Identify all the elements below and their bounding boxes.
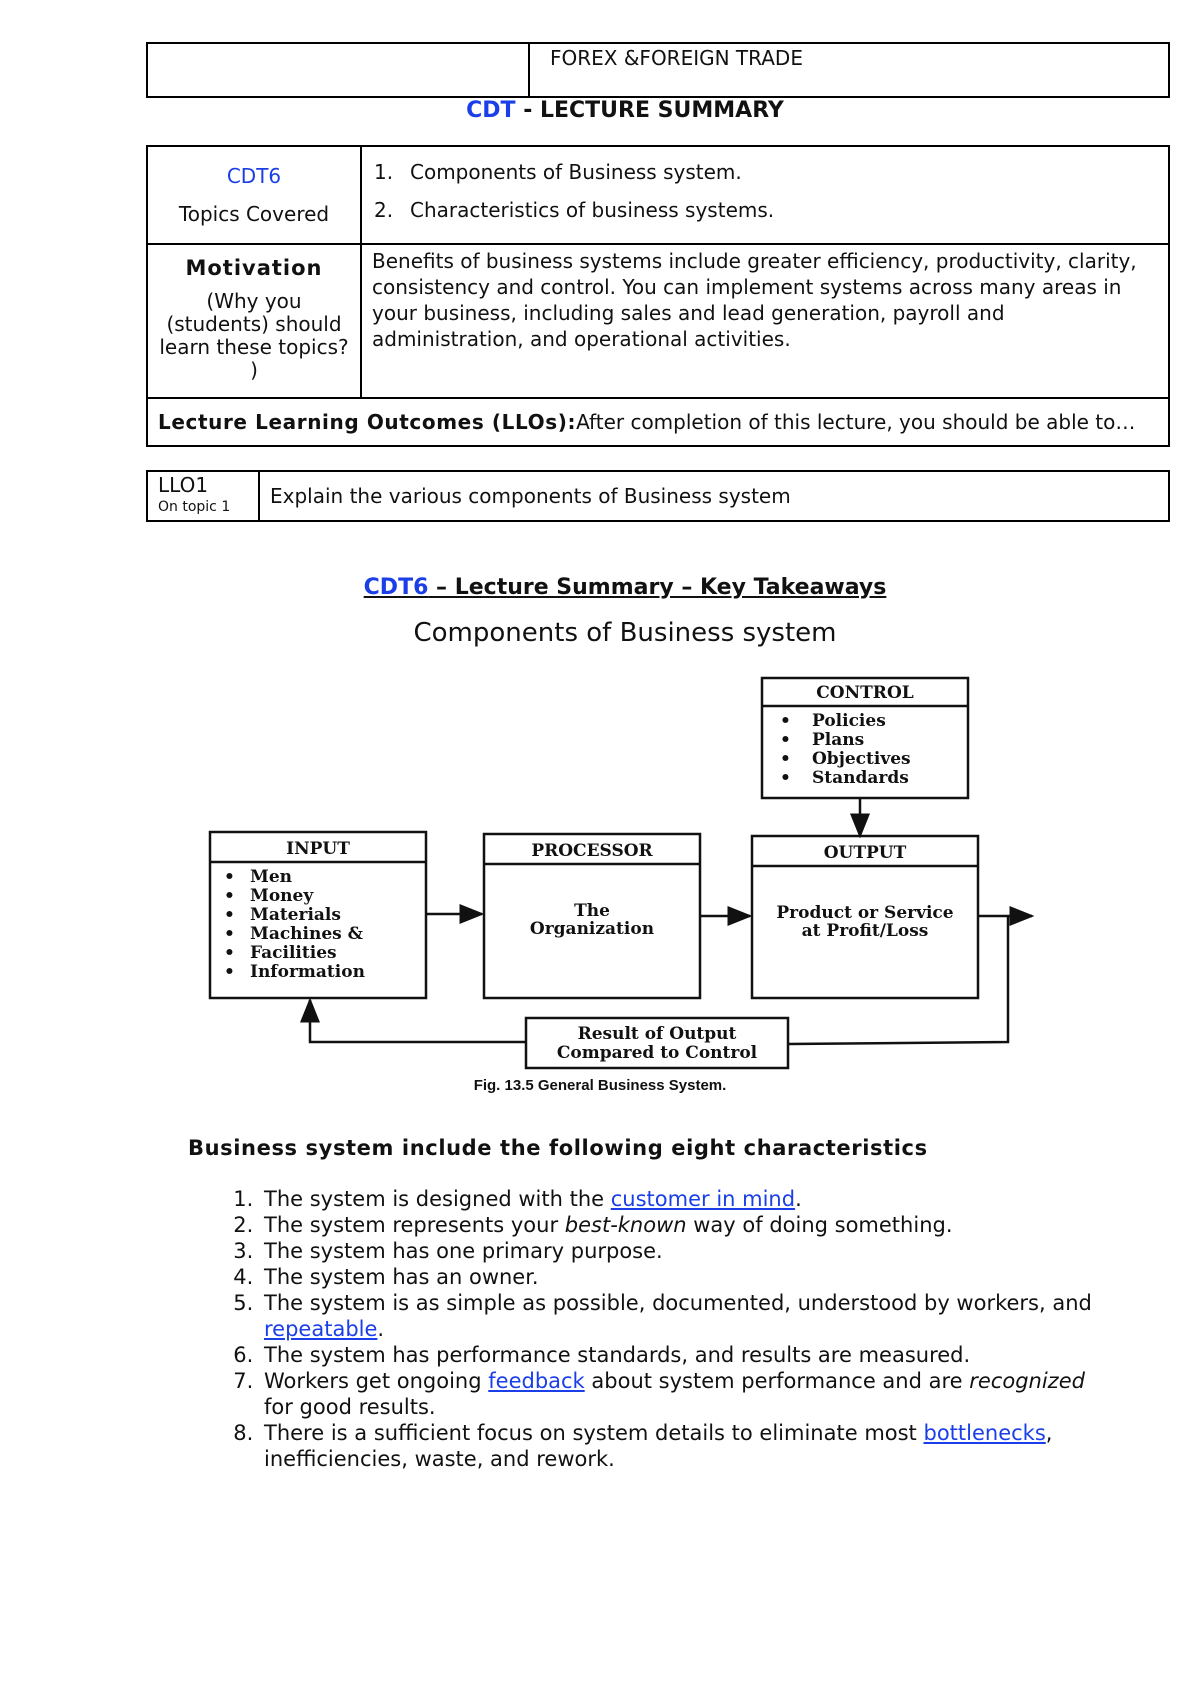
svg-text:•: • bbox=[780, 749, 791, 769]
list-item: 7. Workers get ongoing feedback about system performance and are recognized for good results. bbox=[260, 1368, 1120, 1420]
topic-code: CDT6 bbox=[226, 164, 282, 188]
input-item: Machines & bbox=[250, 924, 364, 944]
characteristics-heading: Business system include the following eight characteristics bbox=[188, 1136, 928, 1160]
header-left-cell bbox=[147, 43, 529, 97]
processor-body-line1: The bbox=[574, 901, 610, 921]
svg-text:•: • bbox=[224, 962, 235, 982]
list-item: 2. The system represents your best-known way of doing something. bbox=[260, 1212, 1120, 1238]
llo1-topic: On topic 1 bbox=[158, 499, 231, 515]
title-code: CDT bbox=[466, 98, 516, 123]
input-items bbox=[224, 867, 365, 982]
input-item: Men bbox=[250, 867, 292, 887]
customer-in-mind-link[interactable]: customer in mind bbox=[610, 1187, 796, 1211]
repeatable-link[interactable]: repeatable bbox=[264, 1317, 378, 1341]
control-title: CONTROL bbox=[816, 683, 914, 703]
list-item: 8. There is a sufficient focus on system details to eliminate most bottlenecks, inefficiencies, waste, and rework. bbox=[260, 1420, 1120, 1472]
control-item: Objectives bbox=[812, 749, 911, 769]
motivation-heading: Motivation bbox=[185, 256, 323, 280]
list-item: 4. The system has an owner. bbox=[260, 1264, 1120, 1290]
input-item: Information bbox=[250, 962, 365, 982]
input-item: Money bbox=[250, 886, 314, 906]
motivation-subtext: (Why you (students) should learn these topics? ) bbox=[159, 289, 349, 382]
list-item: 5. The system is as simple as possible, documented, understood by workers, and repeatable. bbox=[260, 1290, 1120, 1342]
list-item: 6. The system has performance standards, and results are measured. bbox=[260, 1342, 1120, 1368]
llo-intro-cell bbox=[147, 398, 1169, 446]
title-rest: - LECTURE SUMMARY bbox=[515, 98, 784, 123]
topic-item-1: 1. Components of Business system. bbox=[374, 160, 742, 184]
takeaways-code: CDT6 bbox=[363, 575, 429, 600]
feedback-line-left bbox=[310, 1000, 526, 1042]
header-table bbox=[146, 42, 1170, 98]
svg-text:•: • bbox=[224, 905, 235, 925]
figure-caption: Fig. 13.5 General Business System. bbox=[473, 1077, 727, 1094]
input-item: Facilities bbox=[250, 943, 337, 963]
llo1-text: Explain the various components of Business system bbox=[259, 471, 1169, 521]
svg-text:•: • bbox=[224, 943, 235, 963]
input-title: INPUT bbox=[286, 839, 350, 859]
llo-table bbox=[146, 470, 1170, 522]
control-item: Plans bbox=[812, 730, 865, 750]
topics-covered-label: Topics Covered bbox=[178, 202, 330, 226]
takeaways-rest: – Lecture Summary – Key Takeaways bbox=[428, 575, 887, 600]
motivation-cell bbox=[147, 244, 361, 398]
svg-text:•: • bbox=[224, 867, 235, 887]
header-course-cell: FOREX &FOREIGN TRADE bbox=[529, 43, 1169, 97]
output-title: OUTPUT bbox=[823, 843, 907, 863]
components-subheading: Components of Business system bbox=[413, 618, 837, 648]
feedback-line2: Compared to Control bbox=[556, 1043, 758, 1063]
takeaways-heading bbox=[0, 575, 1200, 600]
svg-text:•: • bbox=[780, 730, 791, 750]
control-items bbox=[780, 711, 911, 788]
benefits-cell: Benefits of business systems include greater efficiency, productivity, clarity, consistency and control. You can implement systems across many areas in your business, including sales and lead generation, payroll and administration, and operational activities. bbox=[361, 244, 1169, 398]
svg-text:•: • bbox=[780, 711, 791, 731]
list-item: 1. The system is designed with the customer in mind. bbox=[260, 1186, 1120, 1212]
svg-text:•: • bbox=[780, 768, 791, 788]
output-body-line2: at Profit/Loss bbox=[801, 921, 929, 941]
svg-text:•: • bbox=[224, 886, 235, 906]
input-item: Materials bbox=[250, 905, 341, 925]
llo1-code-cell bbox=[147, 471, 259, 521]
control-item: Policies bbox=[812, 711, 886, 731]
page-title bbox=[0, 98, 1200, 123]
topic-code-cell bbox=[147, 146, 361, 244]
svg-text:•: • bbox=[224, 924, 235, 944]
processor-body-line2: Organization bbox=[529, 919, 655, 939]
summary-table bbox=[146, 145, 1170, 447]
llo1-code: LLO1 bbox=[158, 473, 209, 497]
topic-item-2: 2. Characteristics of business systems. bbox=[374, 198, 775, 222]
topics-cell bbox=[361, 146, 1169, 244]
characteristics-list bbox=[210, 1186, 1120, 1472]
processor-title: PROCESSOR bbox=[531, 841, 653, 861]
feedback-link[interactable]: feedback bbox=[488, 1369, 585, 1393]
llo-intro: After completion of this lecture, you should be able to… bbox=[576, 410, 1136, 434]
list-item: 3. The system has one primary purpose. bbox=[260, 1238, 1120, 1264]
control-item: Standards bbox=[812, 768, 909, 788]
business-system-diagram bbox=[200, 672, 1040, 1102]
llo-heading: Lecture Learning Outcomes (LLOs): bbox=[158, 410, 577, 434]
feedback-line1: Result of Output bbox=[577, 1024, 737, 1044]
output-body-line1: Product or Service bbox=[776, 903, 954, 923]
bottlenecks-link[interactable]: bottlenecks bbox=[923, 1421, 1046, 1445]
